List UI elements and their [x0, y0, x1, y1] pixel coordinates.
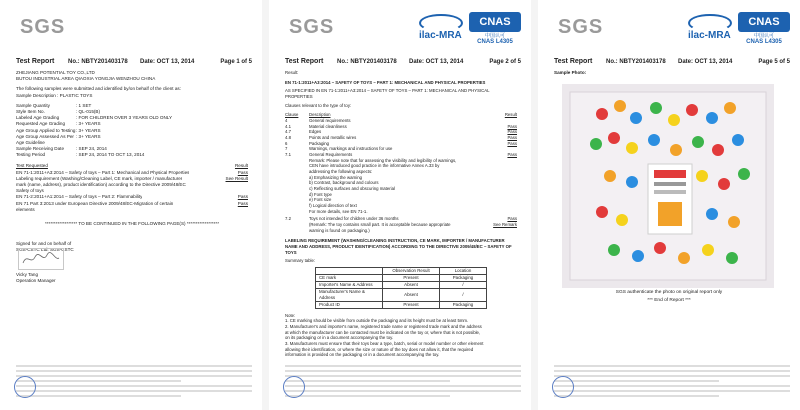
sample-description: Sample Description : PLASTIC TOYS	[16, 92, 93, 98]
sample-fields	[16, 103, 248, 159]
field-row: Requested Age Grading : 3+ YEARS	[16, 121, 101, 127]
report-date: Date: OCT 13, 2014	[140, 59, 195, 65]
clause-table: Clause Description Result 4 General requirements 4.1 Material cleanliness Pass 4.7 Edges Pass 4.8 Points and metallic wires Pass 6 Packaging Pass 7 Warnings, markings and instructions for use 7.1 General Requirements Pass Remark: Please note that for assessing the visibility and legibility of warnings, CEN have introduced good practice in the informative Annex A.33 by addressing the following aspects: a) Emphasizing the warning b) Contrast, background and colours c) Reflecting surfaces and obscuring material d) Font type e) Font size f) Logical direction of text For more details, see EN 71-1. 7.2 Toys not intended for children under 36 months Pass (Remark: The toy contains small part. It is acceptable because appropriate See Remark warning is found on packaging.)	[285, 112, 517, 233]
report-page-5	[538, 0, 800, 410]
test-row: mark (name, address), product identification) according to the Directive 2009/48/EC	[16, 182, 186, 187]
logo-bar	[538, 12, 800, 46]
section-heading: EN 71-1:2011+A3:2014 – SAFETY OF TOYS – PART 1: MECHANICAL AND PHYSICAL PROPERTIES	[285, 79, 486, 85]
page-number: Page 5 of 5	[758, 59, 790, 65]
company-address: BUTOU INDUSTRIAL AREA QIAOXIA YONGJIA WENZHOU CHINA	[16, 76, 156, 82]
summary-table: Observation Result Location CE mark Present Packaging Importer's Name & Address Absent / Manufacturer's Name & Address Absent / Product ID Present Packaging	[315, 267, 487, 309]
clauses-intro: Clauses relevant to the type of toy:	[285, 102, 352, 108]
page-footer	[554, 362, 790, 402]
page-number: Page 1 of 5	[220, 59, 252, 65]
signer-name: Vicky Tang	[16, 272, 39, 277]
sgs-stamp	[14, 376, 36, 398]
page-footer	[285, 362, 521, 402]
field-row: Labeled Age Grading : FOR CHILDREN OVER 3 YEARS OLD ONLY	[16, 115, 173, 121]
report-date: Date: OCT 13, 2014	[678, 59, 733, 65]
signature-image	[18, 248, 64, 270]
sgs-stamp	[552, 376, 574, 398]
logo-bar	[269, 12, 531, 46]
section-subheading: AS SPECIFIED IN EN 71-1:2011+A3:2014 – SAFETY OF TOYS – PART 1: MECHANICAL AND PHYSICAL PROPERTIES	[285, 88, 490, 100]
clause-row: 6 Packaging Pass	[285, 140, 517, 146]
logo-bar	[0, 12, 262, 46]
clause-row: 4.7 Edges Pass	[285, 129, 517, 135]
report-page-1	[0, 0, 262, 410]
clause-row: 7.1 General Requirements Pass	[285, 152, 517, 158]
field-row: Style Item No. : QL-015(B)	[16, 108, 100, 114]
signer-org: SGS-CSTC Ltd. SGS-CSTC	[16, 247, 74, 253]
summary-label: Summary table:	[285, 258, 316, 264]
page-2-body	[285, 70, 517, 358]
report-title: Test Report	[554, 58, 593, 65]
continued-note: ****************** TO BE CONTINUED IN THE FOLLOWING PAGE(S) ******************	[44, 220, 220, 226]
field-row: Age Group Applied to Testing : 3+ YEARS	[16, 127, 101, 133]
sgs-logo: SGS	[20, 16, 66, 38]
sample-photo-label: Sample Photo:	[554, 70, 587, 75]
test-row: EN 71 Part 3:2013 under European Directive 2009/48/EC-Migration of certain Pass	[16, 200, 248, 206]
signed-for: Signed for and on behalf of	[16, 241, 72, 247]
cnas-logo: CNAS 中国认可 CNAS L4305	[469, 12, 521, 45]
report-date: Date: OCT 13, 2014	[409, 59, 464, 65]
photo-caption: SGS authenticate the photo on original report only	[615, 290, 723, 295]
test-requested-head: Test Requested Result	[16, 163, 248, 169]
field-row: Testing Period : SEP 24, 2014 TO OCT 13, 2014	[16, 152, 145, 158]
clause-note: Remark: Please note that for assessing the visibility and legibility of warnings, CEN have introduced good practice in the informative Annex A.33 by addressing the following aspects: a) Emphasizing the warning b) Contrast, background and colours c) Reflecting surfaces and obscuring material d) Font type e) Font size f) Logical direction of text For more details, see EN 71-1.	[309, 157, 457, 214]
field-row: Age Group Assessed As Per Age Guideline : 3+ YEARS	[16, 133, 101, 145]
field-row: Sample Receiving Date : SEP 24, 2014	[16, 146, 107, 152]
test-row: elements	[16, 206, 35, 212]
clause-row: 4 General requirements	[285, 118, 351, 124]
report-page-2	[269, 0, 531, 410]
page-header	[285, 58, 521, 70]
page-1-body	[16, 70, 248, 254]
sgs-stamp	[283, 376, 305, 398]
sgs-logo: SGS	[289, 16, 335, 38]
report-number: No.: NBTY201403178	[68, 59, 128, 65]
table-row: Importer's Name & Address Absent /	[316, 282, 487, 289]
clause-row: 7.2 Toys not intended for children under 36 months Pass	[285, 216, 517, 222]
clause-row: 7 Warnings, markings and instructions for use	[285, 146, 393, 152]
page-5-body	[554, 70, 786, 76]
test-row: EN 71-1:2011+A3:2014 – Safety of toys – Part 1: Mechanical and Physical Properties Pass	[16, 169, 248, 175]
table-row: Product ID Present Packaging	[316, 301, 487, 308]
table-row: Manufacturer's Name & Address Absent /	[316, 289, 487, 302]
sgs-logo: SGS	[558, 16, 604, 38]
page-number: Page 2 of 5	[489, 59, 521, 65]
report-title: Test Report	[16, 58, 55, 65]
note-label: Note:	[285, 312, 296, 318]
page-header	[16, 58, 252, 70]
notes-list: 1. CE marking should be visible from outside the packaging and its height must be at least 5mm. 2. Manufacturer's and importer's name, registered trade name or registered trade mark and the address at which the manufacturer can be contacted must be indicated on the toy or, where that is not possible, on its packaging or in a document accompanying the toy. 3. Manufacturers must ensure that their toys bear a type, batch, serial or model number or other element allowing their identification, or where the size or nature of the toy does not allow it, that the required information is provided on the packaging or in a document accompanying the toy.	[285, 318, 484, 358]
test-row: EN 71-2:2011+A1:2014 – Safety of toys – Part 2: Flammability Pass	[16, 194, 248, 200]
cnas-logo: CNAS 中国认可 CNAS L4305	[738, 12, 790, 45]
report-title: Test Report	[285, 58, 324, 65]
page-footer	[16, 362, 252, 402]
company-name: ZHEJIANG POTENTIAL TOY CO.,LTD	[16, 70, 95, 75]
ilac-mra-logo: ilac-MRA	[688, 14, 732, 44]
signer-title: Operation Manager	[16, 278, 56, 284]
intro-text: The following samples were submitted and identified by/on behalf of the client as:	[16, 86, 181, 92]
test-row: Labeling requirement (Washing/Cleaning Label, CE mark, importer / manufacturer See Result	[16, 175, 248, 181]
labeling-heading: LABELING REQUIREMENT (WASHING/CLEANING INSTRUCTION, CE MARK, IMPORTER / MANUFACTURER NAME AND ADDRESS, PRODUCT IDENTIFICATION) ACCORDING TO THE DIRECTIVE 2009/48/EC – SAFETY OF TOYS	[285, 238, 512, 255]
report-number: No.: NBTY201403178	[337, 59, 397, 65]
report-number: No.: NBTY201403178	[606, 59, 666, 65]
sample-photo	[562, 84, 774, 288]
table-row: CE mark Present Packaging	[316, 275, 487, 282]
ilac-mra-logo: ilac-MRA	[419, 14, 463, 44]
clause-row: 4.8 Points and metallic wires Pass	[285, 135, 517, 141]
clause-row: 4.1 Material cleanliness Pass	[285, 123, 517, 129]
end-of-report: *** End of Report ***	[647, 298, 691, 303]
result-label: Result:	[285, 70, 299, 75]
test-row: Safety of toys	[16, 188, 44, 194]
page-header	[554, 58, 790, 70]
field-row: Sample Quantity : 1 SET	[16, 102, 92, 108]
